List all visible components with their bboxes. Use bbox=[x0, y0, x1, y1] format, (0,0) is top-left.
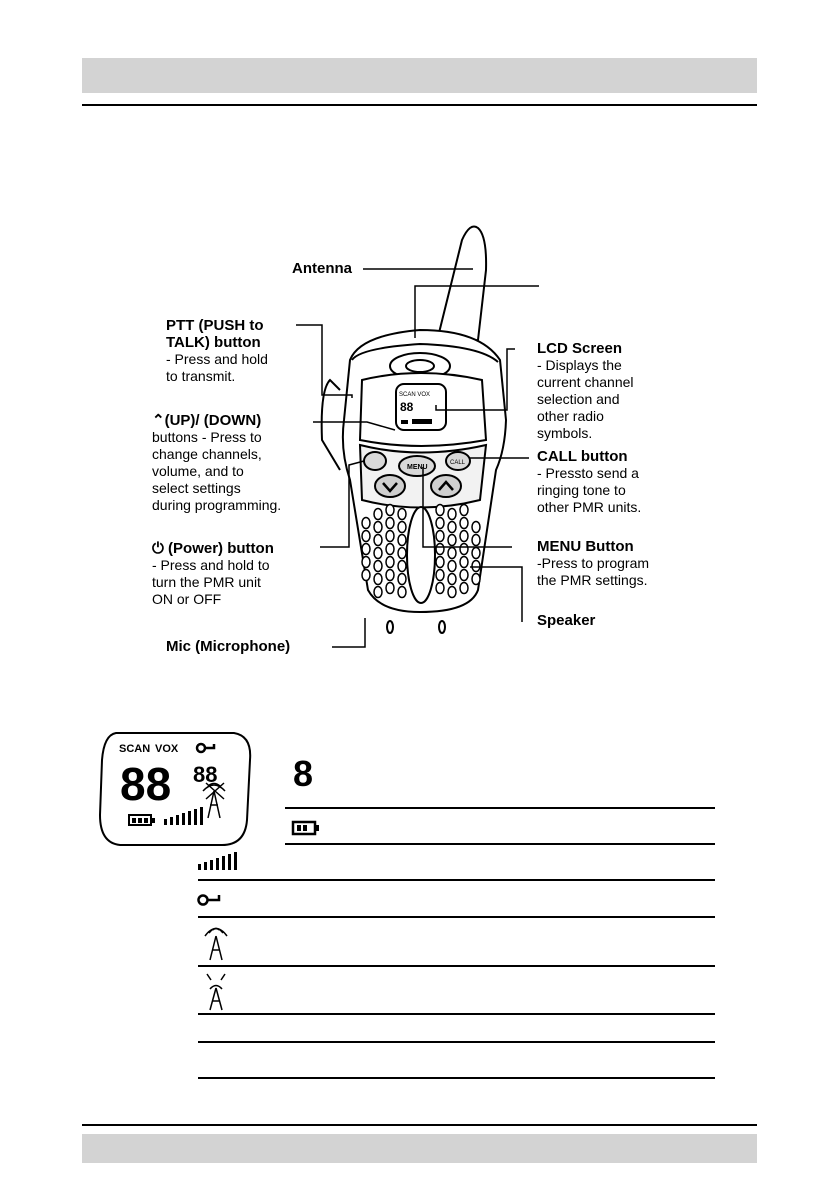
transmit-antenna-icon bbox=[205, 929, 227, 961]
speaker-hole bbox=[436, 518, 444, 529]
receive-antenna-icon bbox=[207, 974, 225, 1010]
speaker-hole bbox=[398, 548, 406, 559]
speaker-hole bbox=[374, 574, 382, 585]
speaker-hole bbox=[374, 561, 382, 572]
speaker-hole bbox=[460, 570, 468, 581]
speaker-hole bbox=[398, 561, 406, 572]
speaker-hole bbox=[472, 522, 480, 533]
speaker-hole bbox=[472, 548, 480, 559]
device-call-key-label: CALL bbox=[450, 460, 466, 466]
speaker-hole bbox=[448, 522, 456, 533]
lcd-detail bbox=[100, 733, 250, 845]
speaker-hole bbox=[386, 505, 394, 516]
speaker-label: Speaker bbox=[537, 612, 596, 629]
svg-text:88: 88 bbox=[400, 400, 414, 414]
speaker-hole bbox=[448, 574, 456, 585]
mic-label: Mic (Microphone) bbox=[166, 638, 291, 655]
speaker-hole bbox=[386, 544, 394, 555]
speaker-hole bbox=[448, 587, 456, 598]
speaker-hole bbox=[362, 531, 370, 542]
table-rule bbox=[198, 1077, 715, 1079]
speaker-hole bbox=[448, 548, 456, 559]
lcd-vox-label: VOX bbox=[155, 743, 179, 755]
speaker-hole bbox=[398, 522, 406, 533]
menu-label: MENU Button -Press to program the PMR settings. bbox=[537, 538, 650, 588]
lcd-small-digits: 88 bbox=[193, 762, 218, 787]
speaker-hole bbox=[448, 561, 456, 572]
speaker-hole bbox=[386, 518, 394, 529]
table-rule bbox=[198, 879, 715, 881]
speaker-hole bbox=[448, 535, 456, 546]
speaker-hole bbox=[436, 557, 444, 568]
device-menu-key-label: MENU bbox=[407, 464, 428, 471]
seven-segment-digit-icon: 8 bbox=[293, 753, 314, 794]
device-up-key bbox=[431, 475, 461, 497]
speaker-hole bbox=[398, 535, 406, 546]
speaker-hole bbox=[362, 544, 370, 555]
table-rule bbox=[198, 1041, 715, 1043]
antenna-label: Antenna bbox=[292, 260, 352, 277]
speaker-hole bbox=[398, 574, 406, 585]
device-grill-oval bbox=[407, 507, 435, 603]
table-rule bbox=[285, 843, 715, 845]
speaker-hole bbox=[460, 544, 468, 555]
battery-icon bbox=[293, 822, 319, 834]
device-down-key bbox=[375, 475, 405, 497]
speaker-hole bbox=[472, 535, 480, 546]
speaker-hole bbox=[362, 570, 370, 581]
speaker-hole bbox=[436, 505, 444, 516]
speaker-hole bbox=[362, 518, 370, 529]
call-label: CALL button - Pressto send a ringing tone to other PMR units. bbox=[537, 448, 642, 515]
speaker-hole bbox=[472, 574, 480, 585]
signal-strength-icon bbox=[198, 852, 237, 870]
speaker-hole bbox=[398, 509, 406, 520]
speaker-hole bbox=[374, 535, 382, 546]
speaker-hole bbox=[436, 583, 444, 594]
power-icon: ⏻ bbox=[152, 540, 169, 557]
speaker-hole bbox=[398, 587, 406, 598]
ptt-label: PTT (PUSH to TALK) button - Press and hold to transmit. bbox=[166, 317, 268, 384]
power-label: ⏻ (Power) button - Press and hold to turn the PMR unit ON or OFF bbox=[152, 540, 274, 607]
speaker-hole bbox=[374, 587, 382, 598]
speaker-hole bbox=[460, 583, 468, 594]
speaker-hole bbox=[374, 548, 382, 559]
speaker-hole bbox=[374, 522, 382, 533]
speaker-hole bbox=[436, 544, 444, 555]
speaker-hole bbox=[374, 509, 382, 520]
key-lock-icon bbox=[199, 895, 220, 905]
table-rule bbox=[198, 965, 715, 967]
speaker-hole bbox=[472, 561, 480, 572]
speaker-hole bbox=[386, 570, 394, 581]
lcd-battery-icon bbox=[129, 815, 155, 825]
speaker-hole bbox=[386, 557, 394, 568]
up-arrow-icon: ⌃ bbox=[152, 412, 165, 429]
speaker-hole bbox=[460, 557, 468, 568]
device-power-key bbox=[364, 452, 386, 470]
lcd-big-digits: 88 bbox=[120, 758, 172, 810]
speaker-hole bbox=[386, 583, 394, 594]
speaker-hole bbox=[460, 518, 468, 529]
speaker-hole bbox=[436, 531, 444, 542]
updown-label: ⌃(UP)/ (DOWN) buttons - Press to change channels, volume, and to select settings during programming. bbox=[152, 412, 282, 513]
lcd-screen-label: LCD Screen - Displays the current channel selection and other radio symbols. bbox=[537, 340, 634, 441]
speaker-hole bbox=[460, 505, 468, 516]
speaker-hole bbox=[460, 531, 468, 542]
speaker-hole bbox=[386, 531, 394, 542]
speaker-hole bbox=[448, 509, 456, 520]
lcd-scan-label: SCAN bbox=[119, 743, 151, 755]
table-rule bbox=[285, 807, 715, 809]
table-rule bbox=[198, 916, 715, 918]
table-rule bbox=[198, 1013, 715, 1015]
speaker-hole bbox=[436, 570, 444, 581]
speaker-hole bbox=[362, 557, 370, 568]
svg-text:SCAN VOX: SCAN VOX bbox=[399, 392, 431, 398]
